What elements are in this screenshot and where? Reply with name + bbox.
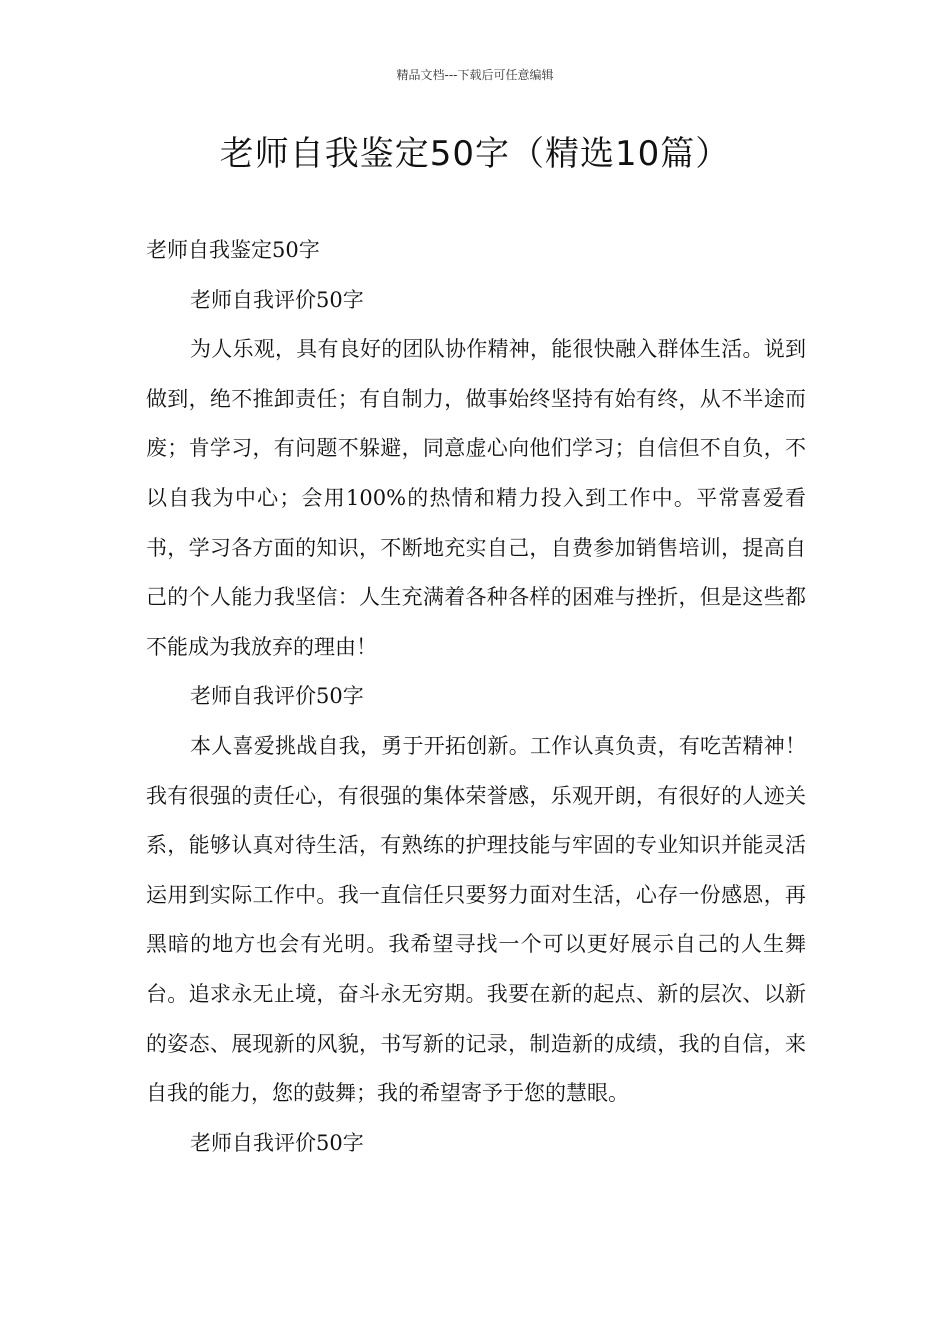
section-heading: 老师自我鉴定50字 [146,238,320,262]
entry-paragraph: 为人乐观，具有良好的团队协作精神，能很快融入群体生活。说到做到，绝不推卸责任；有自制力，做事始终坚持有始有终，从不半途而废；肯学习，有问题不躲避，同意虚心向他们学习；自信但不自负，不以自我为中心；会用100%的热情和精力投入到工作中。平常喜爱看书，学习各方面的知识，不断地充实自己，自费参加销售培训，提高自己的个人能力我坚信：人生充满着各种各样的困难与挫折，但是这些都不能成为我放弃的理由！ [146,337,806,659]
entry-heading: 老师自我评价50字 [190,1130,364,1155]
document-title: 老师自我鉴定50字（精选10篇） [219,134,731,174]
header-note: 精品文档---下载后可任意编辑 [396,68,554,82]
entry-paragraph: 本人喜爱挑战自我，勇于开拓创新。工作认真负责，有吃苦精神！我有很强的责任心，有很强的集体荣誉感，乐观开朗，有很好的人迹关系，能够认真对待生活，有熟练的护理技能与牢固的专业知识并能灵活运用到实际工作中。我一直信任只要努力面对生活，心存一份感恩，再黑暗的地方也会有光明。我希望寻找一个可以更好展示自己的人生舞台。追求永无止境，奋斗永无穷期。我要在新的起点、新的层次、以新的姿态、展现新的风貌，书写新的记录，制造新的成绩，我的自信，来自我的能力，您的鼓舞；我的希望寄予于您的慧眼。 [146,733,806,1106]
entry-heading: 老师自我评价50字 [190,684,364,709]
entry-heading: 老师自我评价50字 [190,287,364,312]
document-body [146,226,806,1168]
